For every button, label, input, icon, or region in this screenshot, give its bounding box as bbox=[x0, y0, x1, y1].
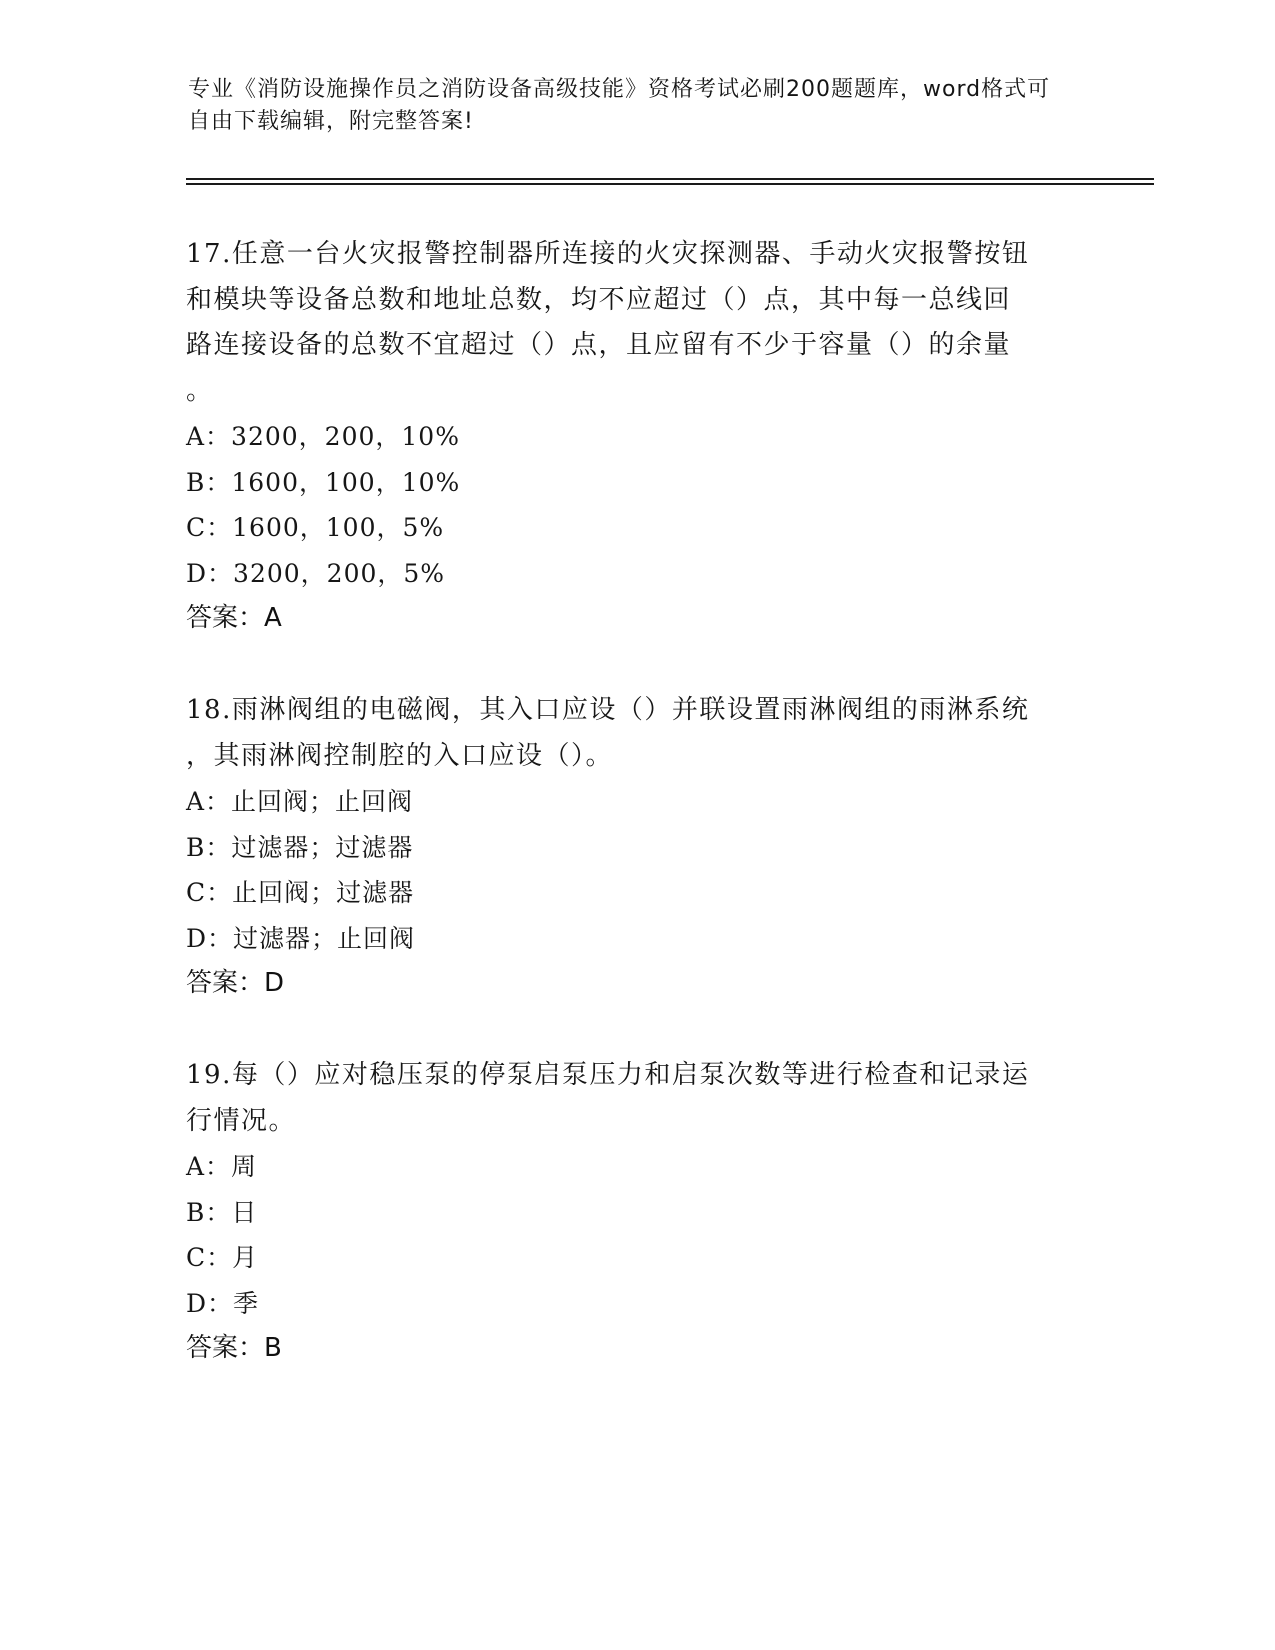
question-17 bbox=[186, 232, 1076, 642]
option-c: C：1600，100，5% bbox=[186, 513, 445, 542]
question-stem-line: 行情况。 bbox=[186, 1105, 297, 1136]
question-stem-line: 17.任意一台火灾报警控制器所连接的火灾探测器、手动火灾报警按钮 bbox=[186, 239, 1030, 269]
question-stem-line: 18.雨淋阀组的电磁阀，其入口应设（）并联设置雨淋阀组的雨淋系统 bbox=[186, 695, 1030, 725]
option-d: D：3200，200，5% bbox=[186, 558, 446, 588]
document-header: 专业《消防设施操作员之消防设备高级技能》资格考试必刷200题题库，word格式可自由下载编辑，附完整答案! bbox=[188, 77, 1051, 134]
option-b: B：1600，100，10% bbox=[186, 467, 461, 497]
option-a: A：止回阀；止回阀 bbox=[186, 787, 414, 816]
option-d: D：过滤器；止回阀 bbox=[186, 923, 416, 953]
answer: 答案：D bbox=[186, 968, 285, 998]
option-a: A：周 bbox=[186, 1152, 258, 1181]
header-divider-bottom bbox=[186, 183, 1154, 185]
question-stem-line: 。 bbox=[186, 375, 214, 406]
question-stem-line: 路连接设备的总数不宜超过（）点，且应留有不少于容量（）的余量 bbox=[186, 330, 1012, 360]
option-c: C：止回阀；过滤器 bbox=[186, 878, 415, 907]
question-18 bbox=[186, 688, 1076, 1007]
question-stem-line: 和模块等设备总数和地址总数，均不应超过（）点，其中每一总线回 bbox=[186, 284, 1012, 315]
option-b: B：过滤器；过滤器 bbox=[186, 832, 414, 862]
option-a: A：3200，200，10% bbox=[186, 422, 460, 451]
option-b: B：日 bbox=[186, 1197, 258, 1227]
option-d: D：季 bbox=[186, 1288, 260, 1318]
question-stem-line: ，其雨淋阀控制腔的入口应设（）。 bbox=[186, 740, 614, 771]
option-c: C：月 bbox=[186, 1243, 259, 1272]
answer: 答案：A bbox=[186, 603, 282, 633]
question-19 bbox=[186, 1053, 1076, 1372]
question-stem-line: 19.每（）应对稳压泵的停泵启泵压力和启泵次数等进行检查和记录运 bbox=[186, 1060, 1030, 1090]
answer: 答案：B bbox=[186, 1333, 282, 1363]
header-divider-top bbox=[186, 178, 1154, 180]
